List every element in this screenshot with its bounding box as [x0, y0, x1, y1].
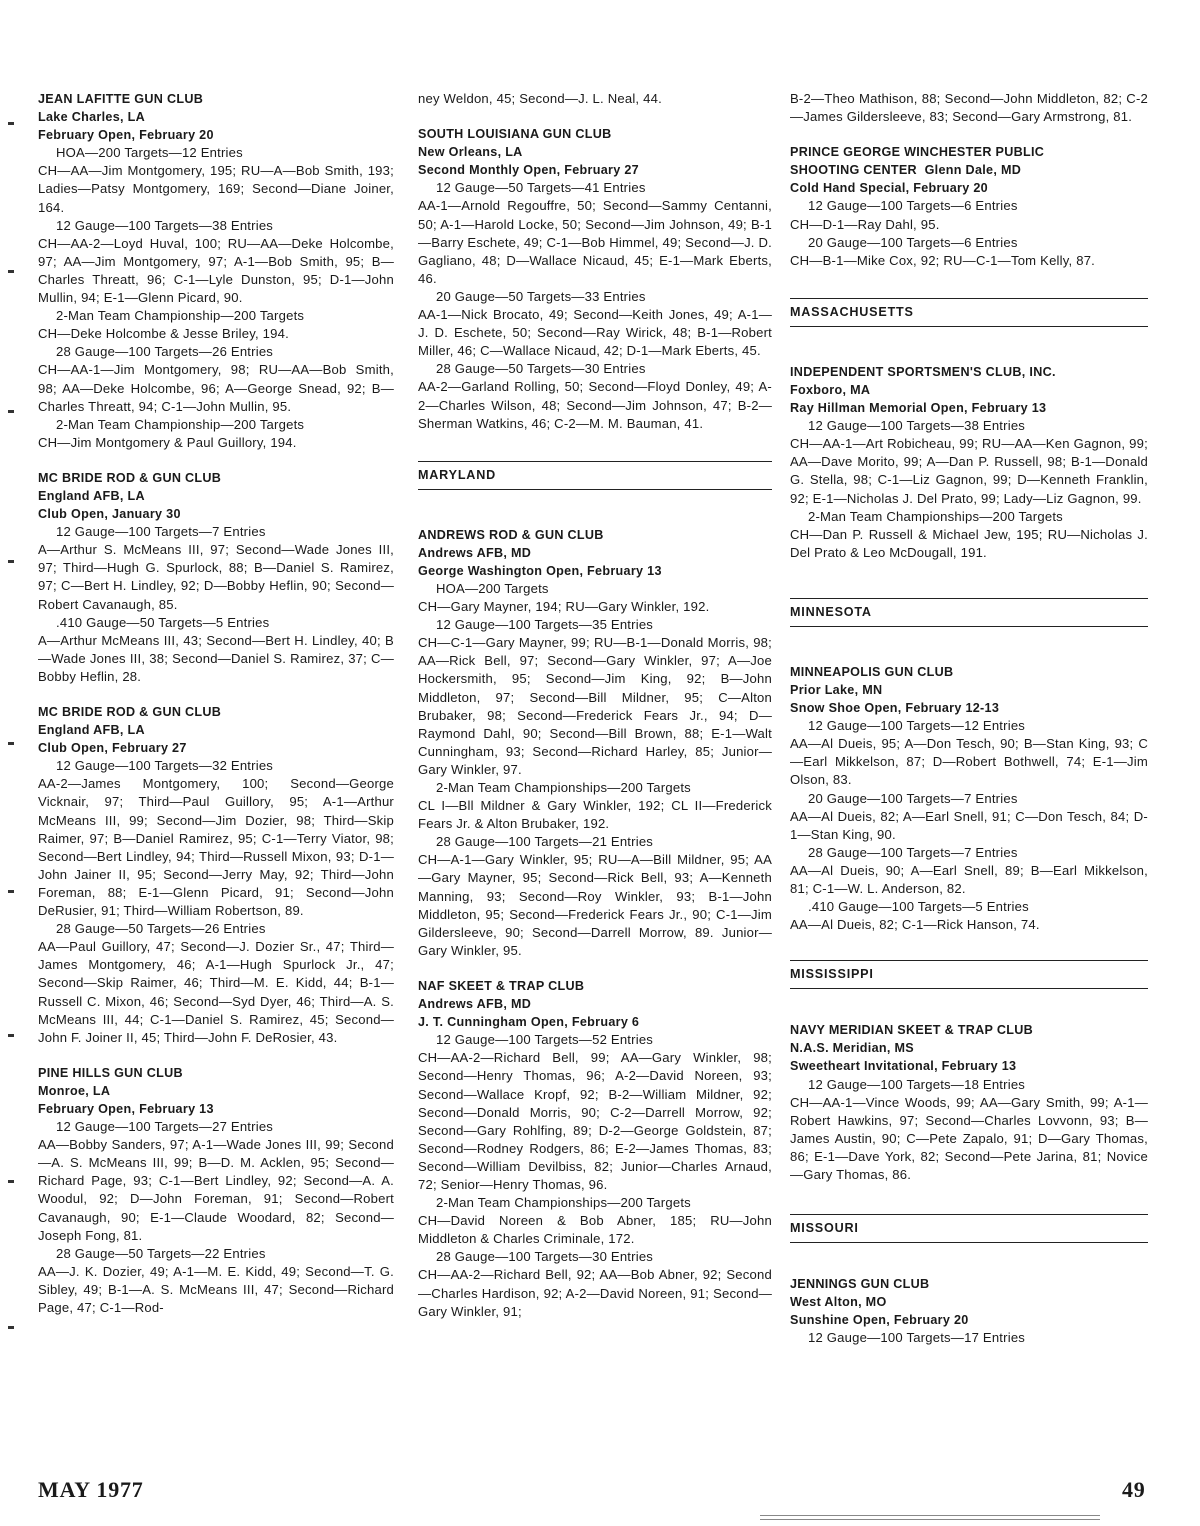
margin-mark: [8, 122, 14, 125]
margin-mark: [8, 1180, 14, 1183]
club-name: ANDREWS ROD & GUN CLUB: [418, 527, 604, 542]
club-name: JENNINGS GUN CLUB: [790, 1277, 930, 1292]
event-line: 12 Gauge—50 Targets—41 Entries: [436, 180, 646, 196]
state-heading-maryland: MARYLAND: [418, 461, 772, 490]
event-title: Sweetheart Invitational, February 13: [790, 1059, 1017, 1074]
event-line: 28 Gauge—100 Targets—7 Entries: [808, 844, 1018, 860]
event-title: Ray Hillman Memorial Open, February 13: [790, 401, 1047, 416]
results: CH—David Noreen & Bob Abner, 185; RU—John Middleton & Charles Criminale, 172.: [418, 1213, 772, 1247]
club-location: Prior Lake, MN: [790, 682, 883, 697]
event-line: 12 Gauge—100 Targets—52 Entries: [436, 1032, 654, 1048]
margin-mark: [8, 1034, 14, 1037]
bottom-rule: [760, 1515, 1100, 1520]
results: CH—AA—Jim Montgomery, 195; RU—A—Bob Smith, 193; Ladies—Patsy Montgomery, 169; Second—Diane Joiner, 164.: [38, 163, 394, 215]
club-location: Andrews AFB, MD: [418, 545, 532, 560]
results: CH—Gary Mayner, 194; RU—Gary Winkler, 192.: [418, 599, 710, 615]
results: A—Arthur S. McMeans III, 97; Second—Wade Jones III, 97; Third—Hugh G. Spurlock, 88; B—Daniel S. Ramirez, 97; C—Bert H. Lindley, 92; D—Bobby Heflin, 90; Second—Robert Cavanaugh, 85.: [38, 542, 394, 612]
event-line: 12 Gauge—100 Targets—38 Entries: [808, 418, 1026, 434]
results: CH—AA-1—Art Robicheau, 99; RU—AA—Ken Gagnon, 99; AA—Dave Morito, 99; A—Dan P. Russell, 98; B-1—Donald G. Stella, 98; C-1—Liz Gagnon, 99; D—Kenneth Franklin, 92; E-1—Nicholas J. Del Prato, 99; Lady—Liz Gagnon, 99.: [790, 436, 1148, 506]
club-name: PRINCE GEORGE WINCHESTER PUBLIC: [790, 145, 1045, 160]
results: CH—Dan P. Russell & Michael Jew, 195; RU—Nicholas J. Del Prato & Leo McDougall, 191.: [790, 526, 1148, 560]
results-continued: ney Weldon, 45; Second—J. L. Neal, 44.: [418, 91, 662, 106]
club-name: MINNEAPOLIS GUN CLUB: [790, 664, 954, 679]
event-line: HOA—200 Targets—12 Entries: [56, 145, 243, 161]
event-title: Sunshine Open, February 20: [790, 1313, 969, 1328]
column-1: [38, 90, 394, 1317]
event-title: George Washington Open, February 13: [418, 563, 662, 578]
club-name: INDEPENDENT SPORTSMEN'S CLUB, INC.: [790, 364, 1056, 379]
event-line: 20 Gauge—100 Targets—6 Entries: [808, 234, 1018, 250]
club-location: Glenn Dale, MD: [924, 163, 1022, 178]
results: CH—AA-1—Vince Woods, 99; AA—Gary Smith, 99; A-1—Robert Hawkins, 97; Second—Charles Lovvonn, 93; B—James Austin, 90; C—Pete Zapalo, 91; D—Gary Thomas, 86; E-1—Dave York, 82; Second—Pete Jarina, 81; Novice—Gary Thomas, 86.: [790, 1094, 1148, 1183]
event-line: 2-Man Team Championship—200 Targets: [56, 416, 305, 432]
event-line: 28 Gauge—50 Targets—26 Entries: [56, 921, 266, 937]
results: CH—AA-2—Richard Bell, 92; AA—Bob Abner, 92; Second—Charles Hardison, 92; A-2—David Noreen, 91; Second—Gary Winkler, 91;: [418, 1267, 772, 1319]
results: AA—J. K. Dozier, 49; A-1—M. E. Kidd, 49; Second—T. G. Sibley, 49; B-1—A. S. McMeans III, 47; Second—Richard Page, 47; C-1—Rod-: [38, 1263, 394, 1315]
results-continued: B-2—Theo Mathison, 88; Second—John Middleton, 82; C-2—James Gildersleeve, 83; Second—Gary Armstrong, 81.: [790, 91, 1148, 125]
state-heading-mississippi: MISSISSIPPI: [790, 960, 1148, 989]
results: AA—Bobby Sanders, 97; A-1—Wade Jones III, 99; Second—A. S. McMeans III, 99; B—D. M. Acklen, 95; Second—Richard Page, 93; C-1—Bert Lindley, 92; Second—A. A. Woodul, 92; D—John Foreman, 91; Second—Robert Cavanaugh, 90; E-1—Claude Woodard, 82; Second—Joseph Fong, 81.: [38, 1137, 394, 1243]
event-line: 12 Gauge—100 Targets—38 Entries: [56, 217, 274, 233]
results: AA-2—Garland Rolling, 50; Second—Floyd Donley, 49; A-2—Charles Wilson, 48; Second—Jim Johnson, 47; B-2—Sherman Watkins, 46; C-2—M. M. Bauman, 41.: [418, 379, 772, 431]
results: AA-1—Arnold Regouffre, 50; Second—Sammy Centanni, 50; A-1—Harold Locke, 50; Second—Jim Johnson, 49; B-1—Barry Eschete, 49; C-1—Bob Himmel, 49; Second—J. D. Gagliano, 48; D—Wallace Nicaud, 45; E-1—Mark Eberts, 46.: [418, 198, 772, 286]
club-location: England AFB, LA: [38, 723, 145, 738]
event-line: 28 Gauge—50 Targets—22 Entries: [56, 1245, 266, 1261]
event-title: Club Open, January 30: [38, 507, 181, 522]
results: AA—Al Dueis, 82; A—Earl Snell, 91; C—Don Tesch, 84; D-1—Stan King, 90.: [790, 808, 1148, 842]
event-line: .410 Gauge—100 Targets—5 Entries: [808, 899, 1029, 915]
event-line: 12 Gauge—100 Targets—27 Entries: [56, 1119, 274, 1135]
event-line: HOA—200 Targets: [436, 580, 549, 596]
club-location: N.A.S. Meridian, MS: [790, 1041, 914, 1056]
club-name-line-2: [790, 161, 1148, 179]
margin-mark: [8, 560, 14, 563]
results: CH—A-1—Gary Winkler, 95; RU—A—Bill Mildner, 95; AA—Gary Mayner, 95; Second—Rick Bell, 93; A—Kenneth Manning, 93; Second—Roy Winkler, 93; B-1—John Middleton, 95; Second—Frederick Fears Jr., 90; C-1—Jim Gildersleeve, 90; Second—Darrell Morrow, 89. Junior—Gary Winkler, 95.: [418, 852, 772, 958]
club-name: MC BRIDE ROD & GUN CLUB: [38, 470, 222, 485]
event-line: .410 Gauge—50 Targets—5 Entries: [56, 614, 270, 630]
event-line: 12 Gauge—100 Targets—17 Entries: [808, 1330, 1026, 1346]
club-name: PINE HILLS GUN CLUB: [38, 1065, 183, 1080]
results: CH—Jim Montgomery & Paul Guillory, 194.: [38, 434, 297, 450]
club-location: Lake Charles, LA: [38, 110, 145, 125]
event-line: 2-Man Team Championship—200 Targets: [56, 308, 305, 324]
event-title: February Open, February 13: [38, 1101, 214, 1116]
results: CH—AA-2—Richard Bell, 99; AA—Gary Winkler, 98; Second—Henry Thomas, 96; A-2—David Noreen, 93; Second—Wallace Kropf, 92; B-2—William Mildner, 92; Second—Donald Morris, 90; C-2—Darrell Morrow, 92; Second—Gary Rohlfing, 89; D-2—George Goldstein, 87; Second—Rodney Rodgers, 86; E-2—James Thomas, 83; Second—William Devilbiss, 82; Junior—Charles Arnaud, 72; Senior—Henry Thomas, 96.: [418, 1050, 772, 1192]
club-location: Foxboro, MA: [790, 382, 871, 397]
event-title: Cold Hand Special, February 20: [790, 181, 988, 196]
results: CH—AA-2—Loyd Huval, 100; RU—AA—Deke Holcombe, 97; AA—Jim Montgomery, 97; A-1—Bob Smith, 95; B—Charles Threatt, 96; C-1—Lyle Dunston, 95; D-1—John Mullin, 94; E-1—Glenn Picard, 90.: [38, 235, 394, 306]
results: AA—Paul Guillory, 47; Second—J. Dozier Sr., 47; Third—James Montgomery, 46; A-1—Hugh Spurlock Jr., 47; Second—Skip Raimer, 46; Third—M. E. Kidd, 44; B-1—Russell C. Mixon, 46; Second—Syd Dyer, 46; Third—A. S. McMeans III, 44; C-1—Daniel S. Ramirez, 45; Second—John F. Joiner II, 45; Third—John F. DeRosier, 43.: [38, 939, 394, 1045]
margin-mark: [8, 410, 14, 413]
state-heading-missouri: MISSOURI: [790, 1214, 1148, 1243]
club-name: MC BRIDE ROD & GUN CLUB: [38, 705, 222, 719]
event-line: 2-Man Team Championships—200 Targets: [808, 508, 1063, 524]
event-line: 12 Gauge—100 Targets—35 Entries: [436, 617, 654, 633]
event-line: 12 Gauge—100 Targets—18 Entries: [808, 1076, 1026, 1092]
event-line: 28 Gauge—50 Targets—30 Entries: [436, 361, 646, 377]
club-name: NAVY MERIDIAN SKEET & TRAP CLUB: [790, 1023, 1034, 1038]
club-location: West Alton, MO: [790, 1295, 887, 1310]
results: A—Arthur McMeans III, 43; Second—Bert H. Lindley, 40; B—Wade Jones III, 38; Second—Daniel S. Ramirez, 37; C—Bobby Heflin, 28.: [38, 632, 394, 684]
club-location: Monroe, LA: [38, 1083, 111, 1098]
event-line: 28 Gauge—100 Targets—21 Entries: [436, 834, 654, 850]
club-name: NAF SKEET & TRAP CLUB: [418, 978, 585, 993]
event-line: 2-Man Team Championships—200 Targets: [436, 1195, 691, 1211]
results: CH—AA-1—Jim Montgomery, 98; RU—AA—Bob Smith, 98; AA—Deke Holcombe, 96; A—George Snead, 92; B—Charles Threatt, 94; C-1—John Mullin, 95.: [38, 362, 394, 414]
results: AA-1—Nick Brocato, 49; Second—Keith Jones, 49; A-1—J. D. Eschete, 50; Second—Ray Wirick, 48; B-1—Robert Miller, 46; C—Wallace Nicaud, 42; D-1—Mark Eberts, 45.: [418, 307, 772, 359]
event-line: 28 Gauge—100 Targets—26 Entries: [56, 344, 274, 360]
results: AA-2—James Montgomery, 100; Second—George Vicknair, 97; Third—Paul Guillory, 95; A-1—Arthur McMeans III, 99; Second—Jim Dozier, 98; Third—Skip Raimer, 97; B—Daniel Ramirez, 95; C-1—Terry Viator, 98; Second—Bert Lindley, 94; Third—Russell Mixon, 93; D-1—John Jainer II, 95; Second—Jerry May, 92; Third—John Foreman, 88; E-1—Glenn Picard, 91; Second—John DeRusier, 91; Third—William Robertson, 89.: [38, 776, 394, 919]
column-3: [790, 90, 1148, 1348]
state-heading-massachusetts: MASSACHUSETTS: [790, 298, 1148, 327]
margin-mark: [8, 890, 14, 893]
results: CH—C-1—Gary Mayner, 99; RU—B-1—Donald Morris, 98; AA—Rick Bell, 97; Second—Gary Winkler, 97; A—Joe Hockersmith, 95; Second—Jim King, 92; B—John Middleton, 97; Second—Bill Mildner, 95; C—Alton Brubaker, 98; Second—Frederick Fears Jr., 94; D—Raymond Dahl, 90; Second—Bill Brown, 88; E-1—Walt Cunningham, 93; Second—Richard Harley, 85; Junior—Gary Winkler, 97.: [418, 635, 772, 777]
club-location: New Orleans, LA: [418, 145, 523, 160]
event-title: J. T. Cunningham Open, February 6: [418, 1015, 640, 1030]
event-title: Second Monthly Open, February 27: [418, 163, 639, 178]
event-line: 28 Gauge—100 Targets—30 Entries: [436, 1249, 654, 1265]
event-title: February Open, February 20: [38, 128, 214, 143]
results: AA—Al Dueis, 90; A—Earl Snell, 89; B—Earl Mikkelson, 81; C-1—W. L. Anderson, 82.: [790, 862, 1148, 896]
club-location: England AFB, LA: [38, 488, 145, 503]
results: CH—B-1—Mike Cox, 92; RU—C-1—Tom Kelly, 87.: [790, 252, 1096, 268]
event-line: 20 Gauge—50 Targets—33 Entries: [436, 288, 646, 304]
event-line: 12 Gauge—100 Targets—12 Entries: [808, 718, 1026, 734]
event-title: Snow Shoe Open, February 12-13: [790, 701, 1000, 716]
results: CL I—Bll Mildner & Gary Winkler, 192; CL II—Frederick Fears Jr. & Alton Brubaker, 192.: [418, 798, 772, 832]
club-location: Andrews AFB, MD: [418, 997, 532, 1012]
club-name-continued: SHOOTING CENTER: [790, 163, 917, 178]
event-line: 12 Gauge—100 Targets—7 Entries: [56, 524, 266, 540]
results: CH—Deke Holcombe & Jesse Briley, 194.: [38, 326, 289, 342]
results: AA—Al Dueis, 82; C-1—Rick Hanson, 74.: [790, 917, 1040, 933]
club-name: SOUTH LOUISIANA GUN CLUB: [418, 127, 612, 142]
results: CH—D-1—Ray Dahl, 95.: [790, 216, 940, 232]
margin-mark: [8, 1326, 14, 1329]
event-line: 2-Man Team Championships—200 Targets: [436, 780, 691, 795]
event-line: 20 Gauge—100 Targets—7 Entries: [808, 790, 1018, 806]
results: AA—Al Dueis, 95; A—Don Tesch, 90; B—Stan King, 93; C—Earl Mikkelson, 87; D—Robert Bothwell, 74; E-1—Jim Olson, 83.: [790, 736, 1148, 788]
issue-date: MAY 1977: [38, 1477, 144, 1502]
column-2: [418, 90, 772, 1321]
event-line: 12 Gauge—100 Targets—6 Entries: [808, 198, 1018, 214]
club-name: JEAN LAFITTE GUN CLUB: [38, 92, 204, 106]
event-line: 12 Gauge—100 Targets—32 Entries: [56, 758, 274, 774]
margin-mark: [8, 742, 14, 745]
page-number: 49: [1122, 1477, 1146, 1502]
state-heading-minnesota: MINNESOTA: [790, 598, 1148, 627]
margin-mark: [8, 270, 14, 273]
event-title: Club Open, February 27: [38, 741, 187, 756]
